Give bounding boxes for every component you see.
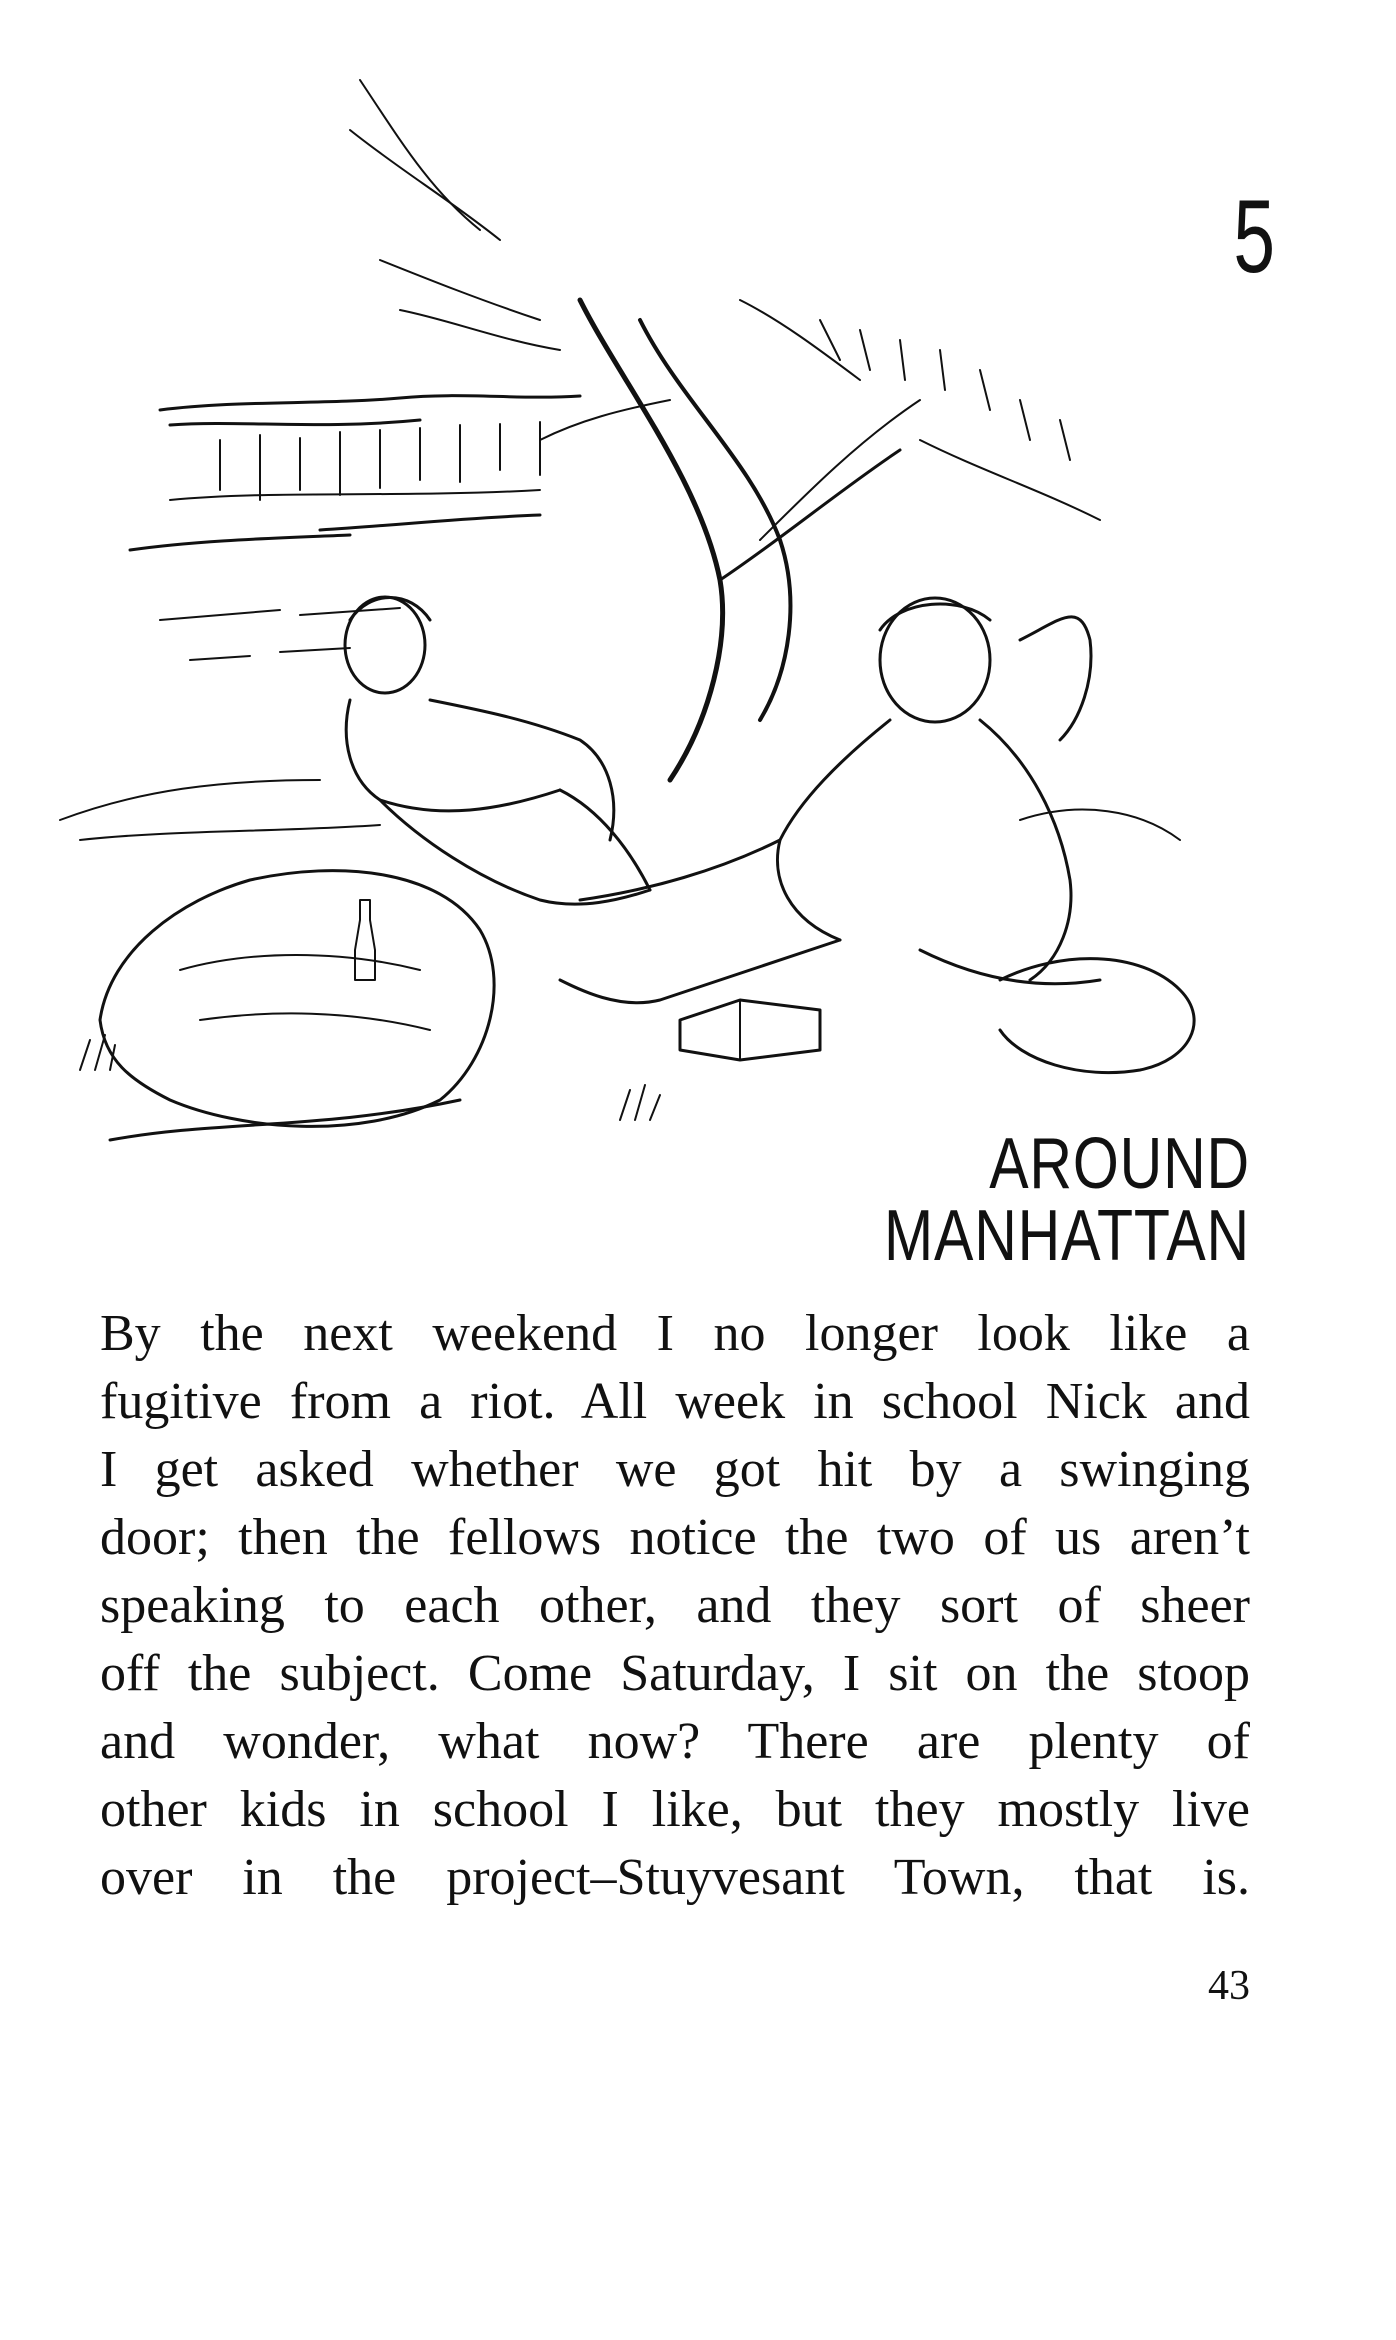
text-line: door; then the fellows notice the two of us aren’t (100, 1509, 1250, 1566)
text-line: and wonder, what now? There are plenty of (100, 1713, 1250, 1770)
page-number: 43 (1208, 1963, 1250, 2009)
chapter-title: AROUND MANHATTAN (884, 1124, 1250, 1276)
sketch-riverbank-boys (20, 20, 1260, 1220)
text-line: speaking to each other, and they sort of sheer (100, 1577, 1250, 1634)
text-line: off the subject. Come Saturday, I sit on the stoop (100, 1645, 1250, 1702)
text-line: other kids in school I like, but they mostly live (100, 1781, 1250, 1838)
text-line: fugitive from a riot. All week in school Nick and (100, 1373, 1250, 1430)
text-line: I get asked whether we got hit by a swinging (100, 1441, 1250, 1498)
text-line: By the next weekend I no longer look like a (100, 1305, 1250, 1362)
chapter-illustration (20, 20, 1260, 1220)
body-paragraph (100, 1300, 1250, 1912)
text-line: over in the project–Stuyvesant Town, that is. (100, 1849, 1250, 1906)
chapter-number: 5 (1233, 179, 1275, 295)
